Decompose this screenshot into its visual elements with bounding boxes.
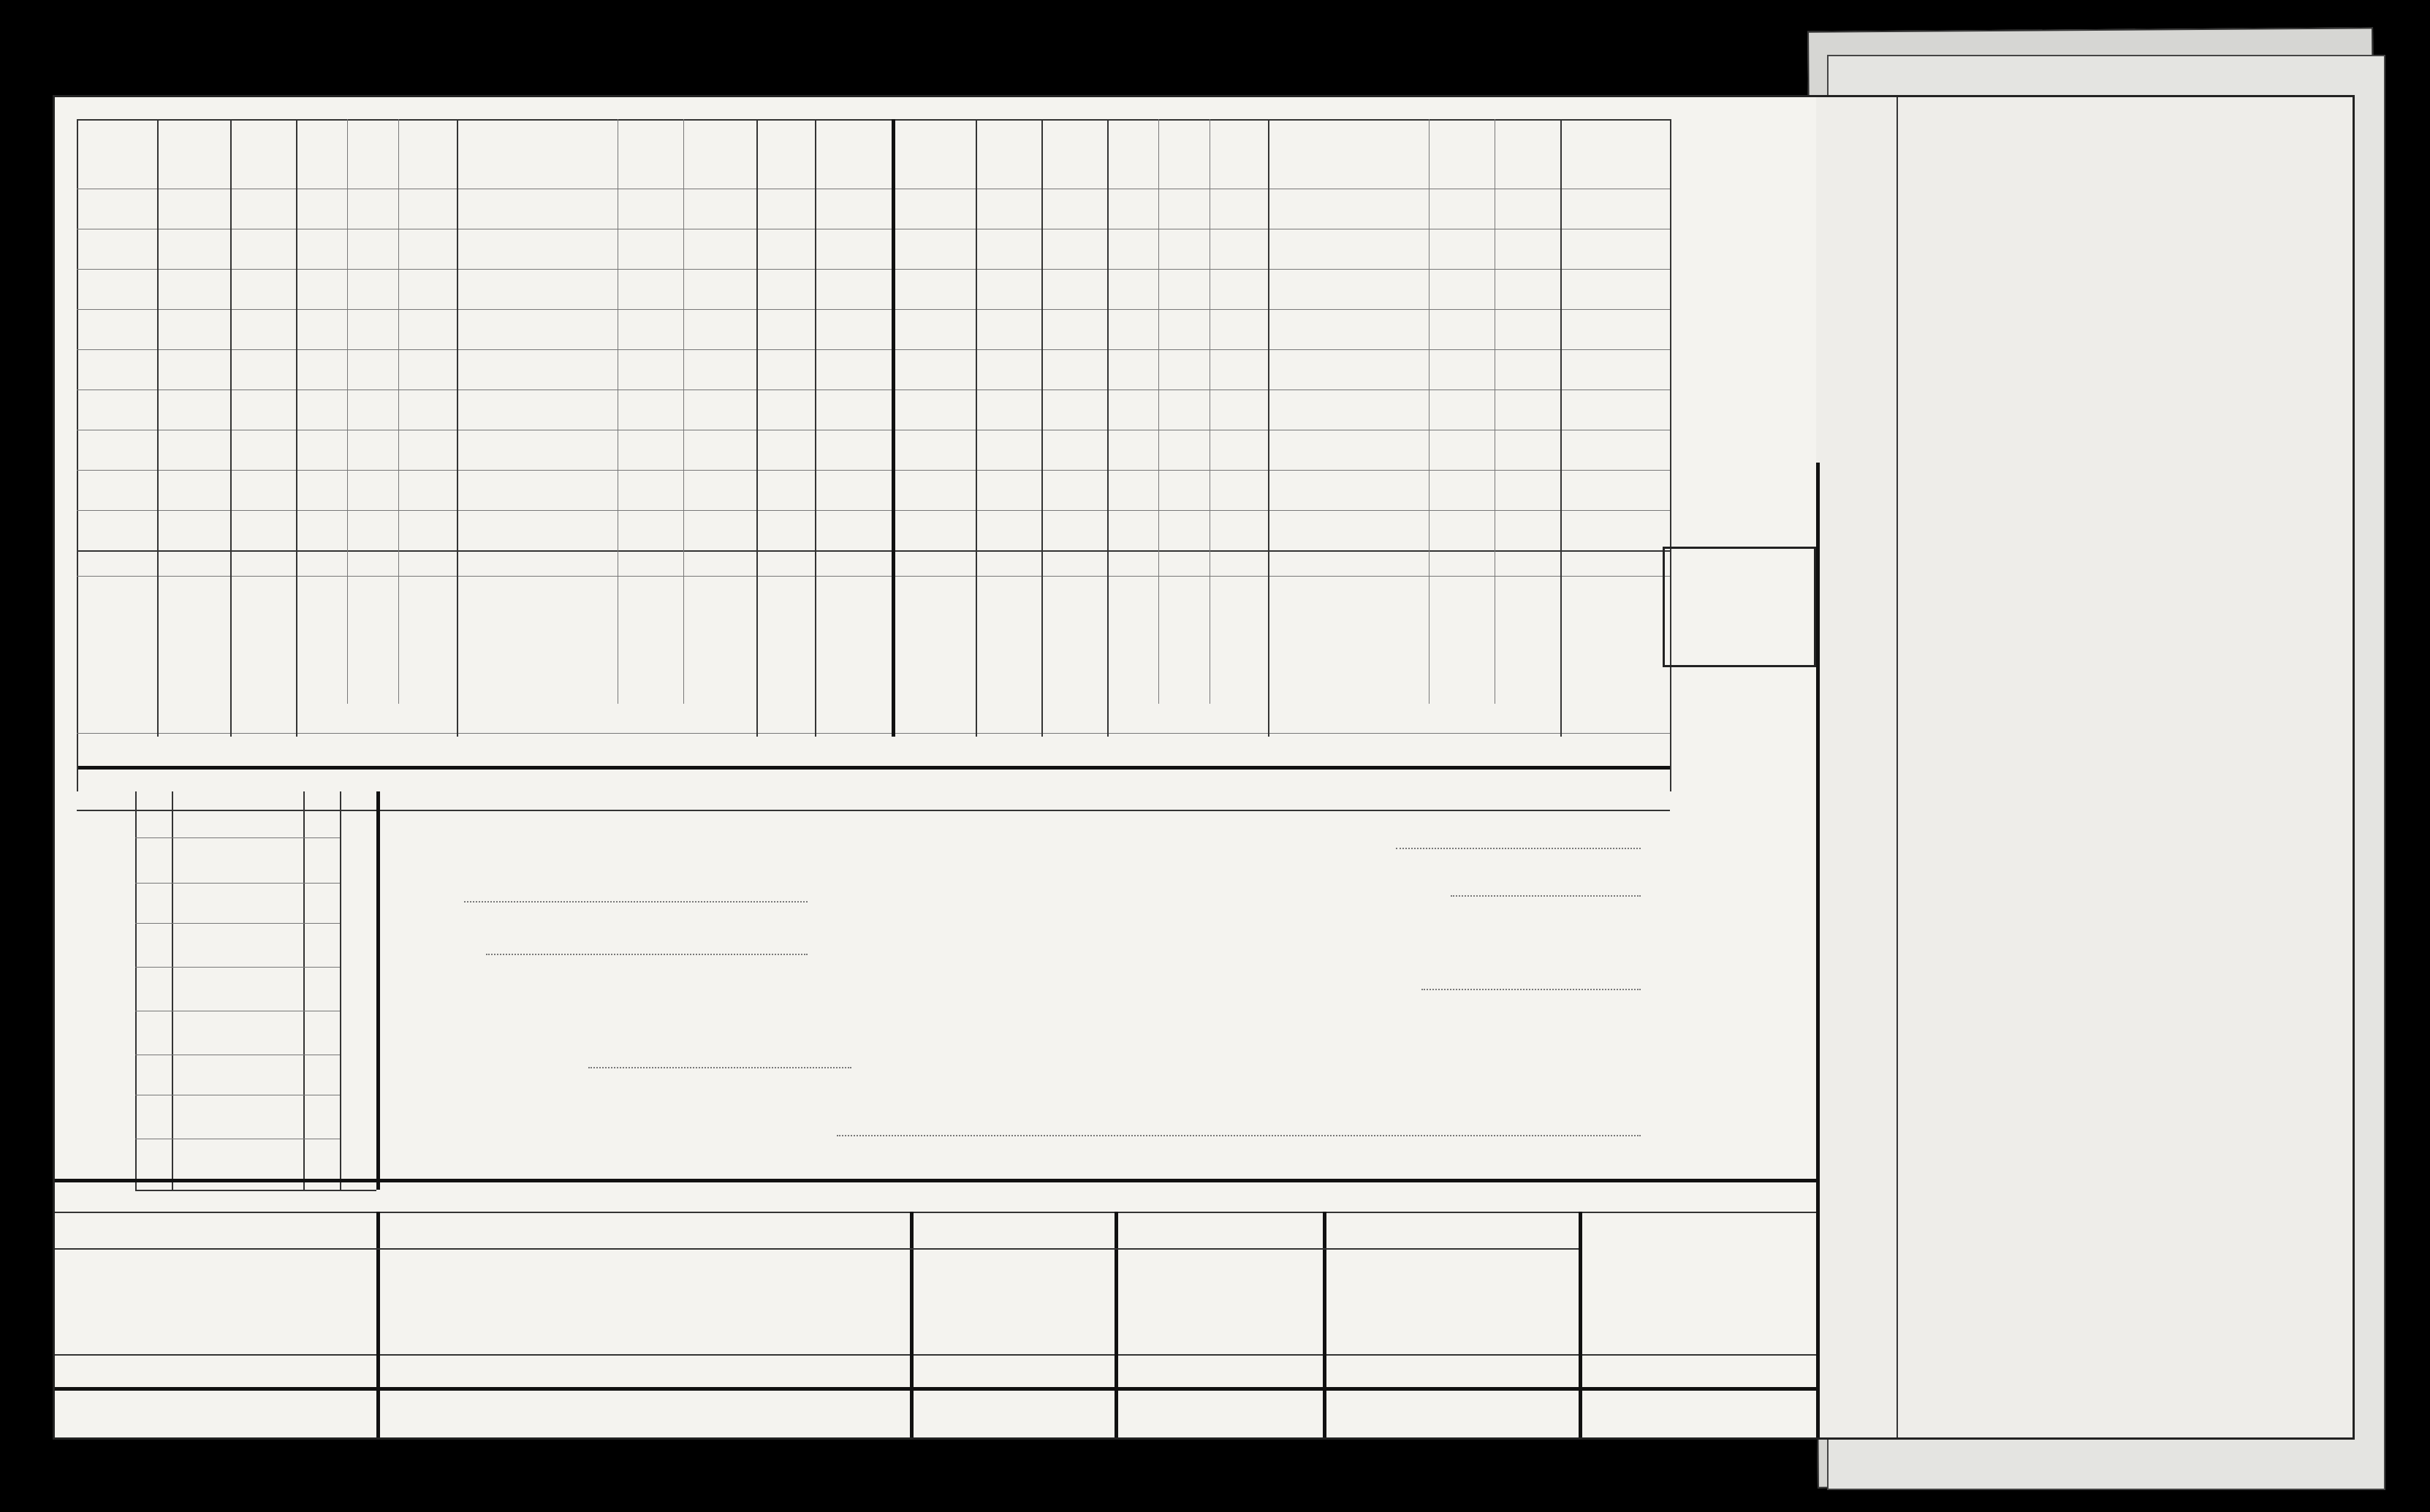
census-card: [53, 95, 2355, 1440]
land-table: [1816, 97, 2355, 1440]
livestock-table: [55, 1179, 1816, 1440]
card-number-box: [1663, 547, 1816, 667]
household-form: [384, 791, 1648, 1190]
inventory-table: [135, 791, 376, 1190]
population-table: [77, 119, 1670, 791]
